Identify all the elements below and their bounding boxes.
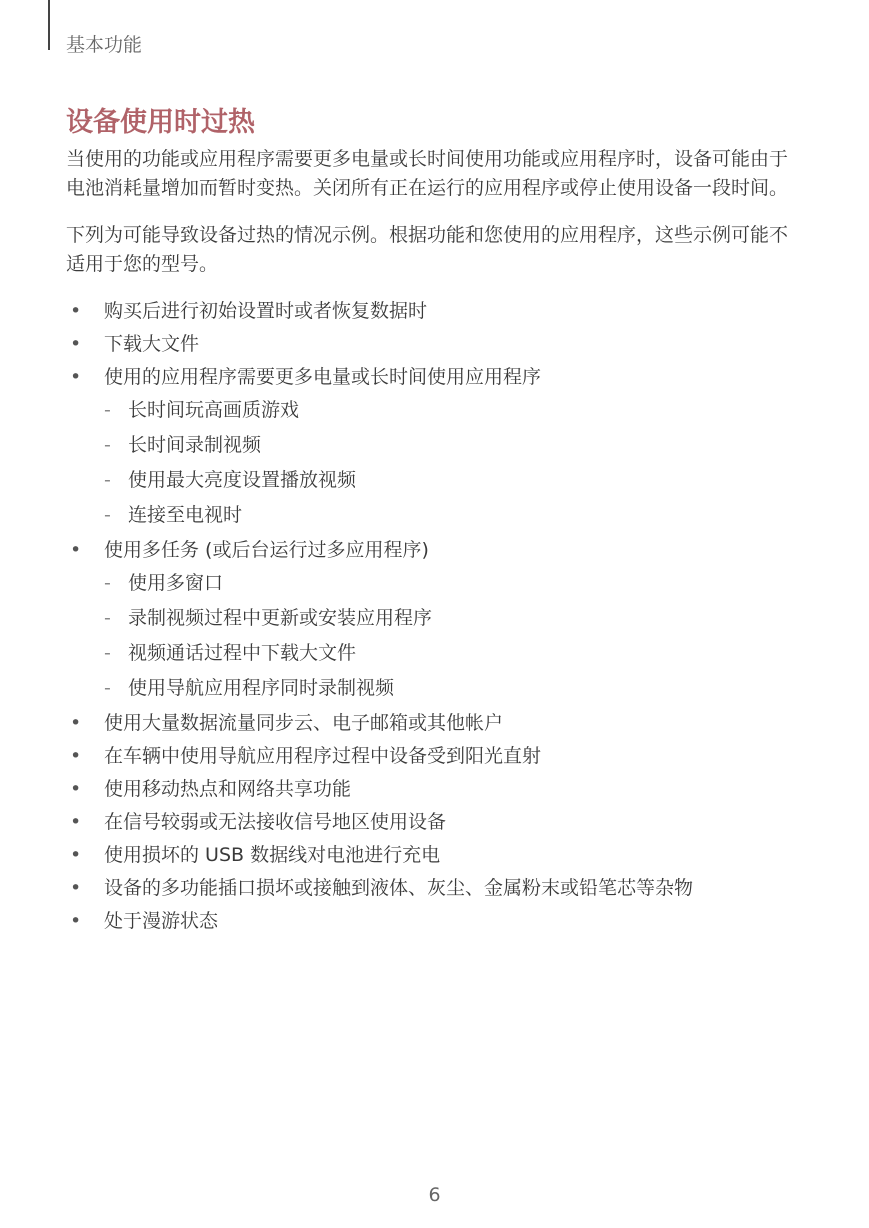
- list-item-text: 使用损坏的 USB 数据线对电池进行充电: [104, 844, 441, 866]
- bullet-icon: •: [70, 811, 82, 833]
- list-item: [66, 363, 806, 530]
- sub-list-item: [104, 674, 806, 703]
- list-item-text: 处于漫游状态: [104, 910, 219, 932]
- sub-list: [104, 396, 806, 530]
- bullet-icon: •: [70, 877, 82, 899]
- list-item-text: 下载大文件: [104, 333, 200, 355]
- list-item: [66, 808, 806, 837]
- sub-list-item: [104, 431, 806, 460]
- list-item: [66, 330, 806, 359]
- list-item: [66, 536, 806, 703]
- overheat-causes-list: [66, 297, 806, 936]
- section-header: 基本功能: [66, 34, 143, 56]
- list-item: [66, 907, 806, 936]
- dash-icon: -: [104, 677, 111, 699]
- list-item: [66, 874, 806, 903]
- main-content: [66, 145, 806, 940]
- dash-icon: -: [104, 399, 111, 421]
- sub-list-item-text: 使用导航应用程序同时录制视频: [128, 677, 395, 699]
- bullet-icon: •: [70, 539, 82, 561]
- dash-icon: -: [104, 642, 111, 664]
- dash-icon: -: [104, 469, 111, 491]
- list-item-text: 使用移动热点和网络共享功能: [104, 778, 352, 800]
- dash-icon: -: [104, 572, 111, 594]
- bullet-icon: •: [70, 778, 82, 800]
- sub-list-item-text: 长时间录制视频: [128, 434, 262, 456]
- list-item-text: 购买后进行初始设置时或者恢复数据时: [104, 300, 428, 322]
- list-item-text: 使用的应用程序需要更多电量或长时间使用应用程序: [104, 366, 542, 388]
- list-item-text: 使用多任务 (或后台运行过多应用程序): [104, 539, 429, 561]
- list-item-text: 设备的多功能插口损坏或接触到液体、灰尘、金属粉末或铅笔芯等杂物: [104, 877, 694, 899]
- sub-list-item-text: 使用最大亮度设置播放视频: [128, 469, 357, 491]
- list-item: [66, 297, 806, 326]
- page-title: 设备使用时过热: [66, 107, 255, 138]
- sub-list-item: [104, 466, 806, 495]
- bullet-icon: •: [70, 745, 82, 767]
- page-number: 6: [428, 1184, 441, 1206]
- list-item: [66, 841, 806, 870]
- sub-list-item: [104, 396, 806, 425]
- list-item-text: 在信号较弱或无法接收信号地区使用设备: [104, 811, 447, 833]
- dash-icon: -: [104, 607, 111, 629]
- sub-list-item: [104, 604, 806, 633]
- sub-list-item-text: 长时间玩高画质游戏: [128, 399, 300, 421]
- bullet-icon: •: [70, 366, 82, 388]
- sub-list-item: [104, 639, 806, 668]
- margin-edge-line: [48, 0, 50, 50]
- bullet-icon: •: [70, 844, 82, 866]
- sub-list-item-text: 连接至电视时: [128, 504, 243, 526]
- sub-list-item-text: 使用多窗口: [128, 572, 224, 594]
- dash-icon: -: [104, 504, 111, 526]
- sub-list-item-text: 录制视频过程中更新或安装应用程序: [128, 607, 433, 629]
- list-item-text: 使用大量数据流量同步云、电子邮箱或其他帐户: [104, 712, 504, 734]
- intro-paragraph: 当使用的功能或应用程序需要更多电量或长时间使用功能或应用程序时，设备可能由于电池消耗量增加而暂时变热。关闭所有正在运行的应用程序或停止使用设备一段时间。: [66, 148, 789, 199]
- bullet-icon: •: [70, 712, 82, 734]
- bullet-icon: •: [70, 333, 82, 355]
- sub-list: [104, 569, 806, 703]
- bullet-icon: •: [70, 300, 82, 322]
- list-item: [66, 709, 806, 738]
- dash-icon: -: [104, 434, 111, 456]
- sub-list-item-text: 视频通话过程中下载大文件: [128, 642, 357, 664]
- list-item: [66, 742, 806, 771]
- sub-list-item: [104, 569, 806, 598]
- sub-list-item: [104, 501, 806, 530]
- list-item-text: 在车辆中使用导航应用程序过程中设备受到阳光直射: [104, 745, 542, 767]
- list-item: [66, 775, 806, 804]
- bullet-icon: •: [70, 910, 82, 932]
- examples-paragraph: 下列为可能导致设备过热的情况示例。根据功能和您使用的应用程序，这些示例可能不适用于您的型号。: [66, 224, 789, 275]
